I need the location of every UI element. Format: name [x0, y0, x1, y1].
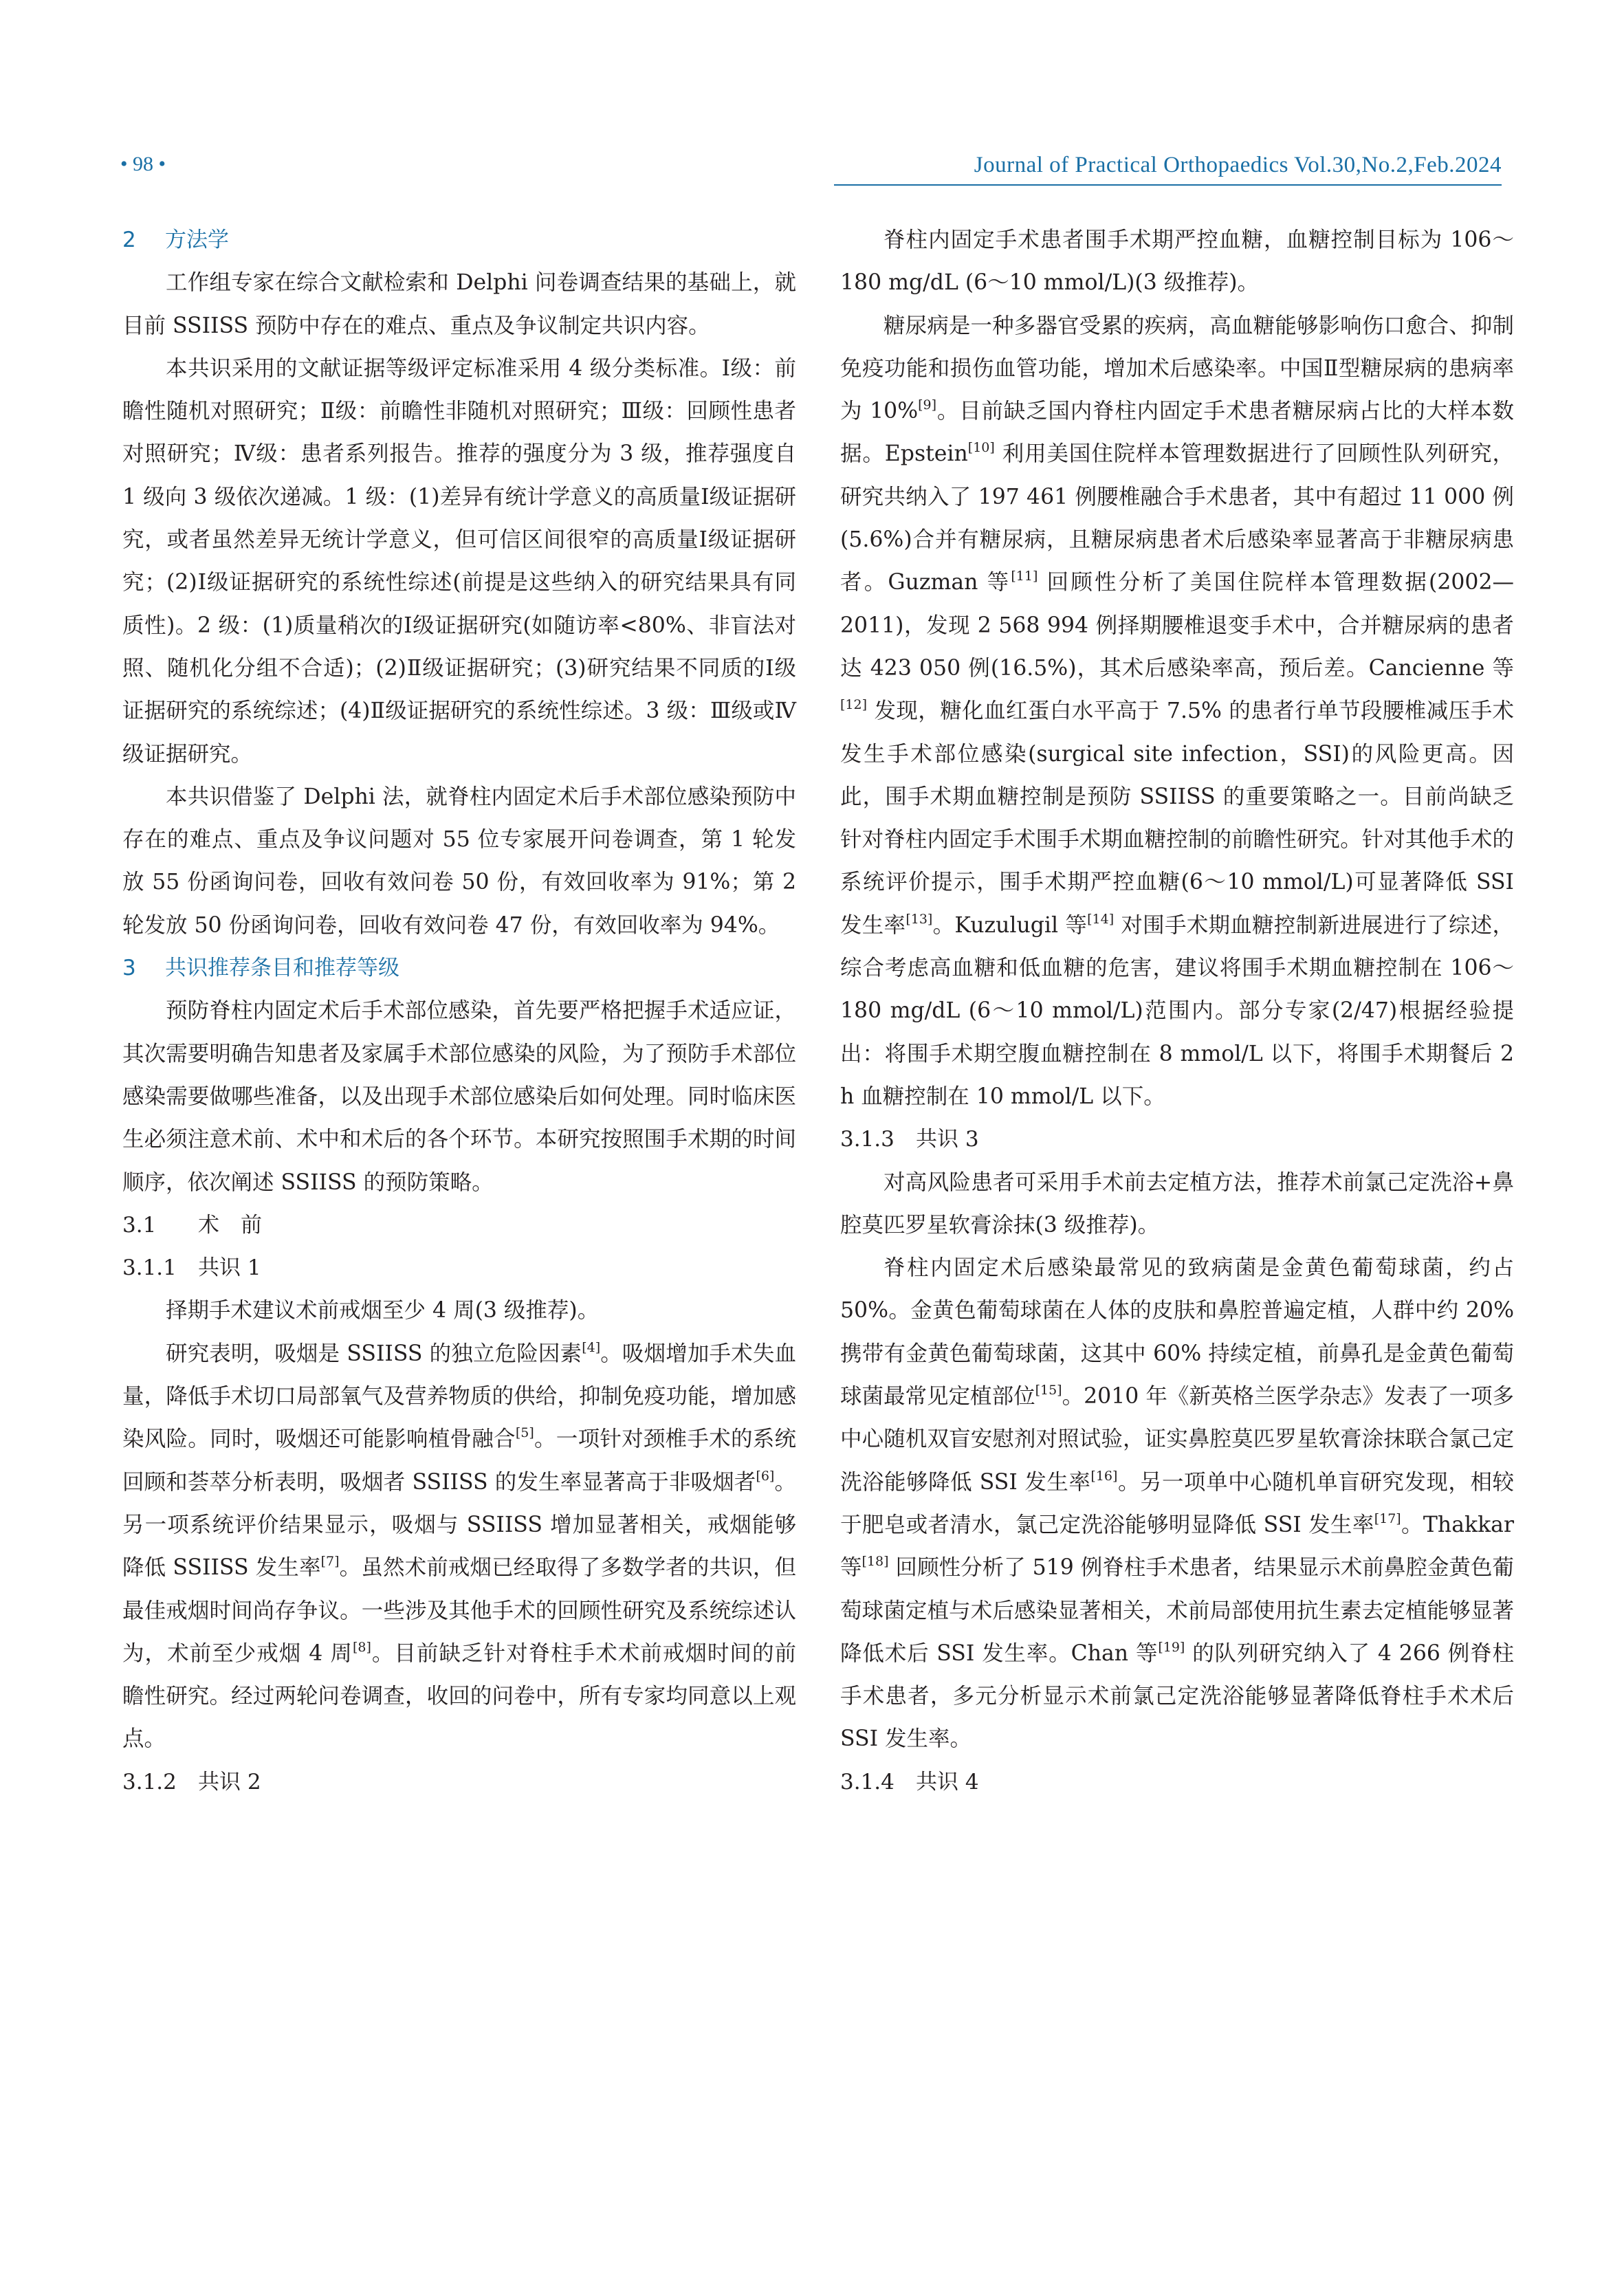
heading-number: 3.1.1: [122, 1255, 177, 1281]
paragraph: 研究表明，吸烟是 SSIISS 的独立危险因素[4]。吸烟增加手术失血量，降低手术切口局部氧气及营养物质的供给，抑制免疫功能，增加感染风险。同时，吸烟还可能影响植骨融合[5]。一项针对颈椎手术的系统回顾和荟萃分析表明，吸烟者 SSIISS 的发生率显著高于非吸烟者[6]。另一项系统评价结果显示，吸烟与 SSIISS 增加显著相关，戒烟能够降低 SSIISS 发生率[7]。虽然术前戒烟已经取得了多数学者的共识，但最佳戒烟时间尚存争议。一些涉及其他手术的回顾性研究及系统综述认为，术前至少戒烟 4 周[8]。目前缺乏针对脊柱手术术前戒烟时间的前瞻性研究。经过两轮问卷调查，收回的问卷中，所有专家均同意以上观点。: [122, 1339, 796, 1752]
citation-ref: [17]: [1374, 1511, 1401, 1526]
citation-ref: [15]: [1035, 1383, 1062, 1398]
citation-ref: [10]: [967, 440, 995, 456]
page-header: [0, 0, 1624, 193]
citation-ref: [13]: [906, 911, 933, 927]
subsection-heading: [122, 1761, 796, 1803]
paragraph: 本共识采用的文献证据等级评定标准采用 4 级分类标准。Ⅰ级：前瞻性随机对照研究；Ⅱ级：前瞻性非随机对照研究；Ⅲ级：回顾性患者对照研究；Ⅳ级：患者系列报告。推荐的强度分为 3 级，推荐强度自 1 级向 3 级依次递减。1 级：(1)差异有统计学意义的高质量Ⅰ级证据研究，或者虽然差异无统计学意义，但可信区间很窄的高质量Ⅰ级证据研究；(2)Ⅰ级证据研究的系统性综述(前提是这些纳入的研究结果具有同质性)。2 级：(1)质量稍次的Ⅰ级证据研究(如随访率<80%、非盲法对照、随机化分组不合适)；(2)Ⅱ级证据研究；(3)研究结果不同质的Ⅰ级证据研究的系统综述；(4)Ⅱ级证据研究的系统性综述。3 级：Ⅲ级或Ⅳ级证据研究。: [122, 355, 796, 767]
citation-ref: [9]: [918, 397, 937, 413]
heading-number: 3.1.4: [840, 1769, 895, 1794]
right-column: [840, 219, 1514, 1803]
citation-ref: [5]: [515, 1425, 534, 1441]
citation-ref: [11]: [1011, 569, 1038, 584]
heading-number: 2: [122, 228, 136, 252]
citation-ref: [14]: [1087, 911, 1115, 927]
heading-text: 共识 2: [198, 1769, 261, 1794]
heading-number: 3.1: [122, 1212, 157, 1238]
paragraph: 脊柱内固定手术患者围手术期严控血糖，血糖控制目标为 106～180 mg/dL (6～10 mmol/L)(3 级推荐)。: [840, 228, 1514, 296]
paragraph: 择期手术建议术前戒烟至少 4 周(3 级推荐)。: [166, 1298, 600, 1324]
citation-ref: [19]: [1158, 1639, 1185, 1655]
journal-title: Journal of Practical Orthopaedics Vol.30,No.2,Feb.2024: [974, 153, 1502, 177]
heading-text: 方法学: [165, 228, 229, 252]
heading-text: 共识 4: [916, 1769, 979, 1794]
paragraph: 工作组专家在综合文献检索和 Delphi 问卷调查结果的基础上，就目前 SSIISS 预防中存在的难点、重点及争议制定共识内容。: [122, 270, 796, 338]
heading-text: 共识 3: [916, 1127, 979, 1152]
header-rule: [834, 184, 1502, 186]
subsection-heading: [122, 1247, 796, 1289]
subsection-heading: [122, 1204, 796, 1247]
heading-text: 共识推荐条目和推荐等级: [165, 956, 399, 981]
paragraph: 对高风险患者可采用手术前去定植方法，推荐术前氯己定洗浴+鼻腔莫匹罗星软膏涂抹(3 级推荐)。: [840, 1170, 1514, 1238]
heading-number: 3: [122, 956, 136, 981]
citation-ref: [8]: [352, 1639, 371, 1655]
left-column: [122, 219, 796, 1803]
section-heading: [122, 219, 796, 261]
heading-text: 术 前: [198, 1212, 262, 1238]
citation-ref: [4]: [582, 1339, 601, 1355]
heading-number: 3.1.2: [122, 1769, 177, 1794]
citation-ref: [16]: [1090, 1468, 1118, 1484]
paragraph: 糖尿病是一种多器官受累的疾病，高血糖能够影响伤口愈合、抑制免疫功能和损伤血管功能，增加术后感染率。中国Ⅱ型糖尿病的患病率为 10%[9]。目前缺乏国内脊柱内固定手术患者糖尿病占比的大样本数据。Epstein[10] 利用美国住院样本管理数据进行了回顾性队列研究，研究共纳入了 197 461 例腰椎融合手术患者，其中有超过 11 000 例(5.6%)合并有糖尿病，且糖尿病患者术后感染率显著高于非糖尿病患者。Guzman 等[11] 回顾性分析了美国住院样本管理数据(2002—2011)，发现 2 568 994 例择期腰椎退变手术中，合并糖尿病的患者达 423 050 例(16.5%)，其术后感染率高，预后差。Cancienne 等[12] 发现，糖化血红蛋白水平高于 7.5% 的患者行单节段腰椎减压手术发生手术部位感染(surgical site infection，SSI)的风险更高。因此，围手术期血糖控制是预防 SSIISS 的重要策略之一。目前尚缺乏针对脊柱内固定手术围手术期血糖控制的前瞻性研究。针对其他手术的系统评价提示，围手术期严控血糖(6～10 mmol/L)可显著降低 SSI 发生率[13]。Kuzulugil 等[14] 对围手术期血糖控制新进展进行了综述，综合考虑高血糖和低血糖的危害，建议将围手术期血糖控制在 106～180 mg/dL (6～10 mmol/L)范围内。部分专家(2/47)根据经验提出：将围手术期空腹血糖控制在 8 mmol/L 以下，将围手术期餐后 2 h 血糖控制在 10 mmol/L 以下。: [840, 313, 1514, 1109]
heading-number: 3.1.3: [840, 1127, 895, 1152]
citation-ref: [18]: [862, 1554, 889, 1570]
subsection-heading: [840, 1761, 1514, 1803]
subsection-heading: [840, 1118, 1514, 1161]
citation-ref: [6]: [756, 1468, 775, 1484]
page-number: • 98 •: [120, 153, 166, 175]
section-heading: [122, 947, 796, 989]
citation-ref: [7]: [320, 1554, 340, 1570]
paragraph: 本共识借鉴了 Delphi 法，就脊柱内固定术后手术部位感染预防中存在的难点、重点及争议问题对 55 位专家展开问卷调查，第 1 轮发放 55 份函询问卷，回收有效问卷 50 份，有效回收率为 91%；第 2 轮发放 50 份函询问卷，回收有效问卷 47 份，有效回收率为 94%。: [122, 784, 796, 938]
citation-ref: [12]: [840, 697, 868, 713]
paragraph: 预防脊柱内固定术后手术部位感染，首先要严格把握手术适应证，其次需要明确告知患者及家属手术部位感染的风险，为了预防手术部位感染需要做哪些准备，以及出现手术部位感染后如何处理。同时临床医生必须注意术前、术中和术后的各个环节。本研究按照围手术期的时间顺序，依次阐述 SSIISS 的预防策略。: [122, 998, 796, 1195]
paragraph: 脊柱内固定术后感染最常见的致病菌是金黄色葡萄球菌，约占 50%。金黄色葡萄球菌在人体的皮肤和鼻腔普遍定植，人群中约 20% 携带有金黄色葡萄球菌，这其中 60% 持续定植，前鼻孔是金黄色葡萄球菌最常见定植部位[15]。2010 年《新英格兰医学杂志》发表了一项多中心随机双盲安慰剂对照试验，证实鼻腔莫匹罗星软膏涂抹联合氯己定洗浴能够降低 SSI 发生率[16]。另一项单中心随机单盲研究发现，相较于肥皂或者清水，氯己定洗浴能够明显降低 SSI 发生率[17]。Thakkar 等[18] 回顾性分析了 519 例脊柱手术患者，结果显示术前鼻腔金黄色葡萄球菌定植与术后感染显著相关，术前局部使用抗生素去定植能够显著降低术后 SSI 发生率。Chan 等[19] 的队列研究纳入了 4 266 例脊柱手术患者，多元分析显示术前氯己定洗浴能够显著降低脊柱手术术后 SSI 发生率。: [840, 1255, 1515, 1752]
heading-text: 共识 1: [198, 1255, 261, 1281]
